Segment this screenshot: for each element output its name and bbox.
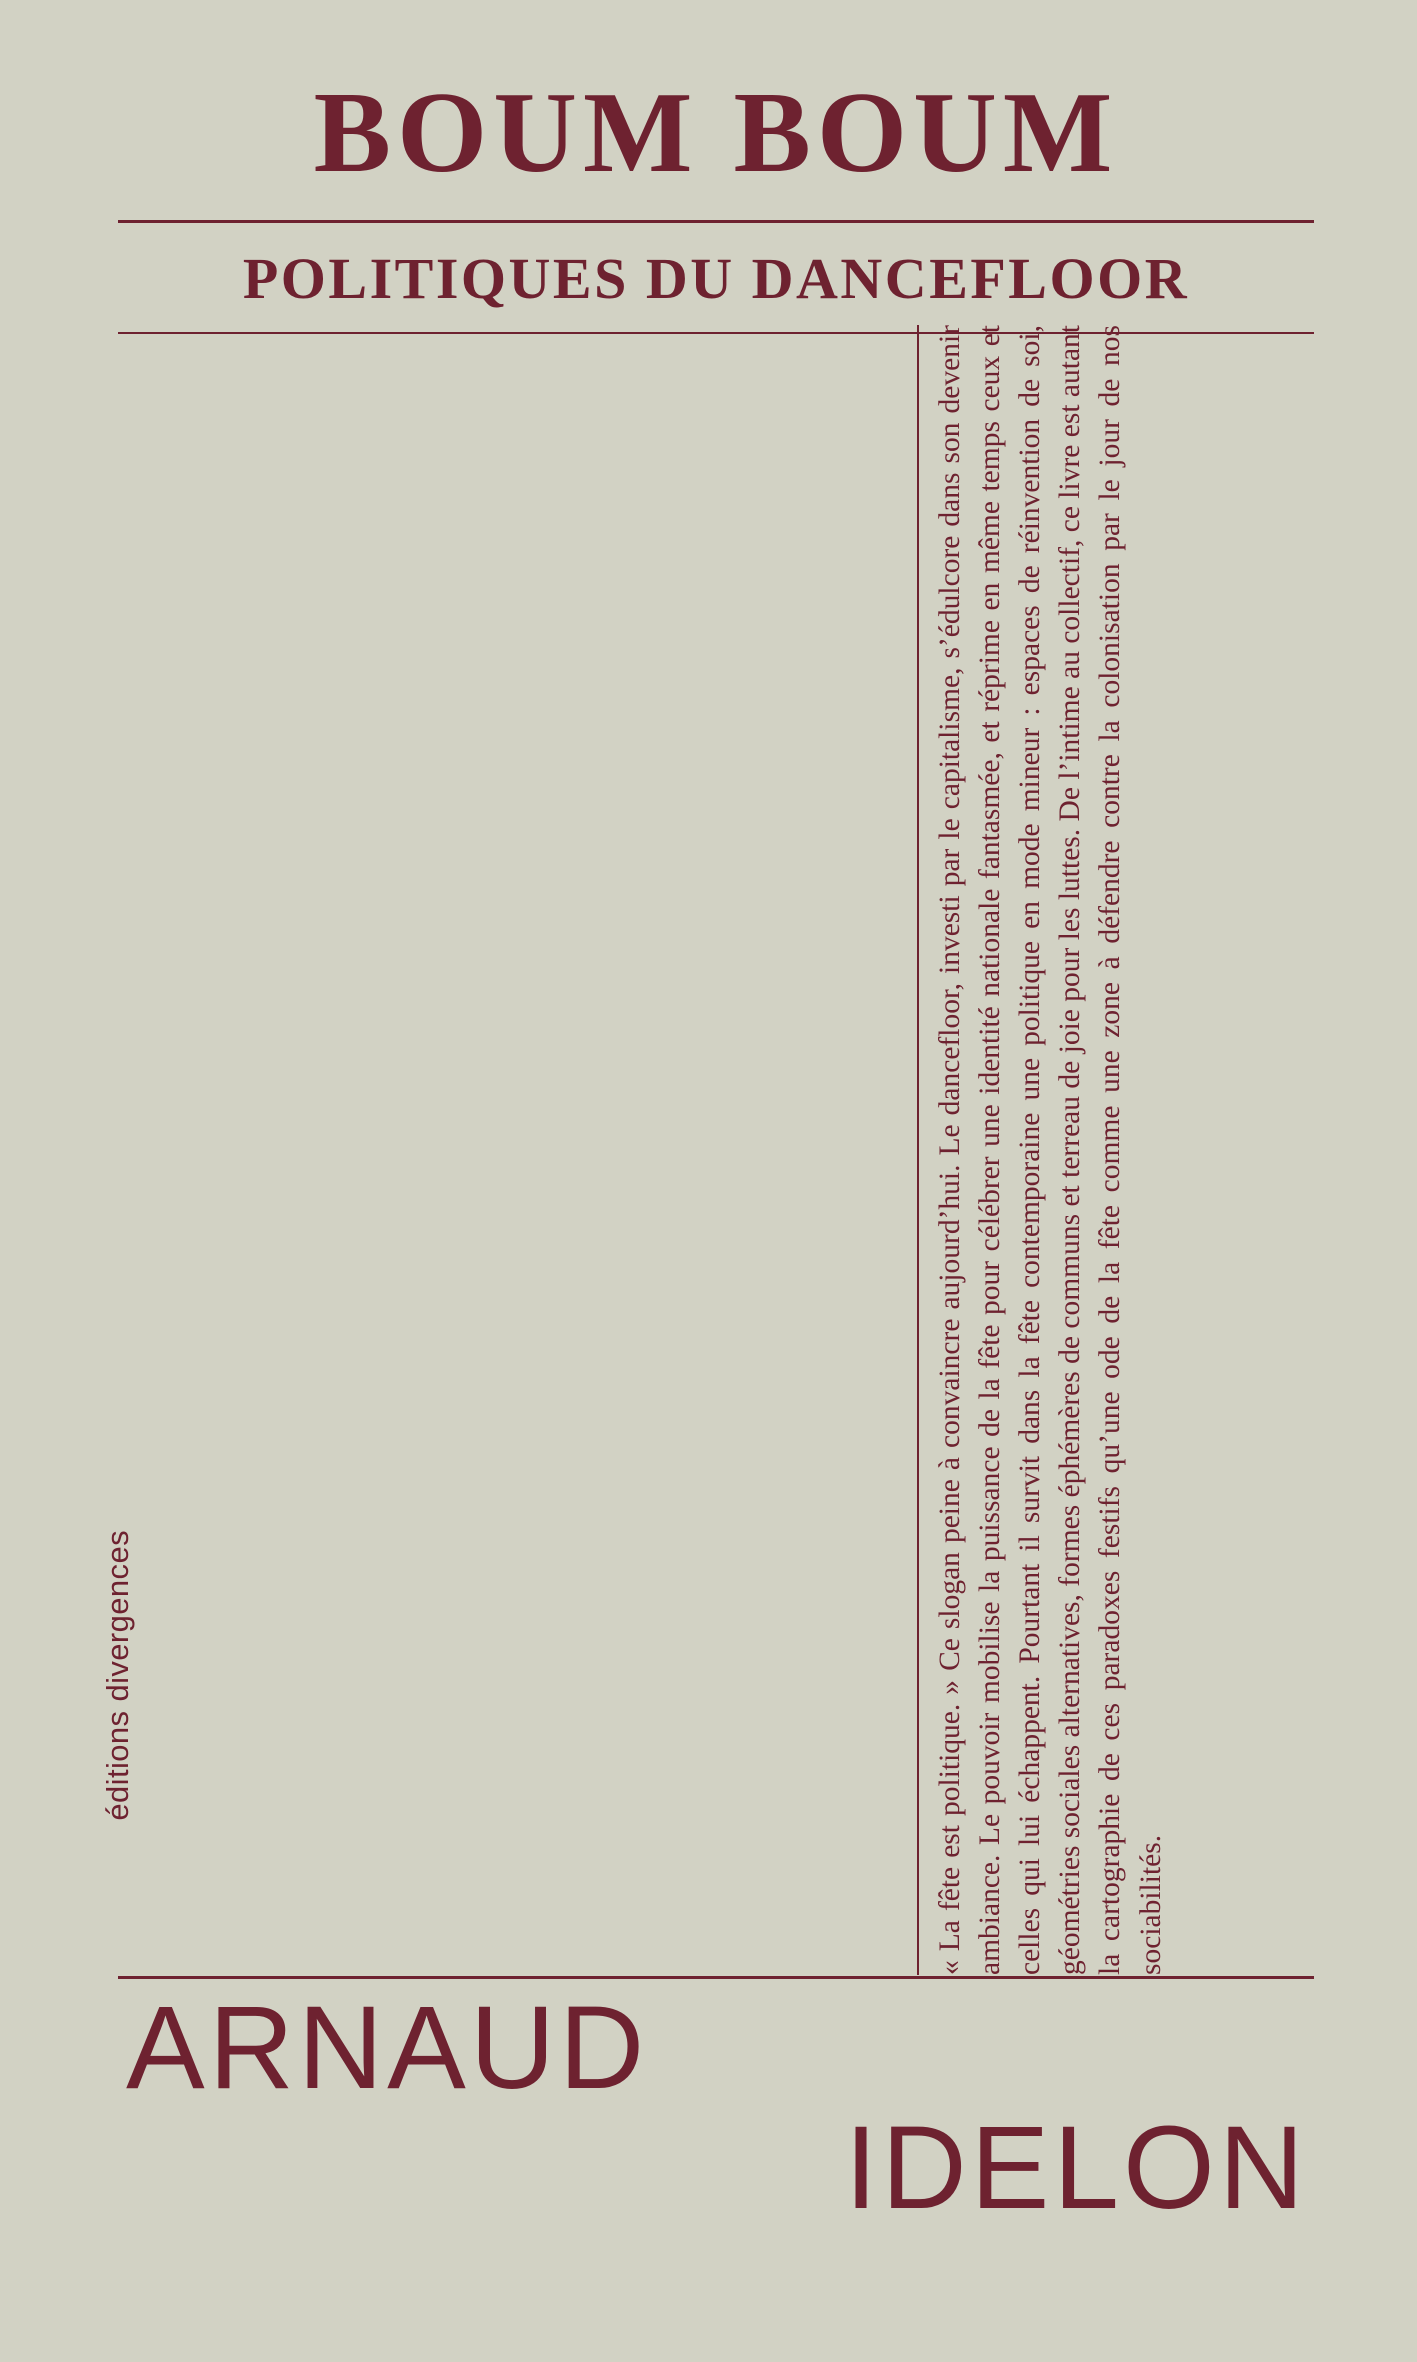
publisher-name: éditions divergences [100, 1530, 135, 1821]
author-block [118, 1982, 1314, 2235]
vertical-divider [917, 325, 919, 1975]
page-subtitle: POLITIQUES DU DANCEFLOOR [242, 245, 1190, 311]
author-first-name: ARNAUD [126, 1982, 649, 2114]
author-last-name: IDELON [844, 2102, 1308, 2235]
author-divider [118, 1976, 1314, 1979]
blurb-rotated-wrapper [930, 325, 1340, 1975]
blurb-text: « La fête est politique. » Ce slogan peine à convaincre aujourd’hui. Le dancefloor, investi par le capitalisme, s’édulcore dans son devenir ambiance. Le pouvoir mobilise la puissance de la fête pour célébrer une identité nationale fantasmée, et réprime en même temps ceux et celles qui lui échappent. Pourtant il survit dans la fête contemporaine une politique en mode mineur : espaces de réinvention de soi, géométries sociales alternatives, formes éphémères de communs et terreau de joie pour les luttes. De l’intime au collectif, ce livre est autant la cartographie de ces paradoxes festifs qu’une ode de la fête comme une zone à défendre contre la colonisation par le jour de nos sociabilités. [934, 325, 1167, 1975]
publisher-area [100, 1530, 160, 1980]
blurb-area [930, 325, 1340, 1975]
page-title: BOUM BOUM [313, 69, 1119, 197]
title-block [118, 70, 1314, 334]
